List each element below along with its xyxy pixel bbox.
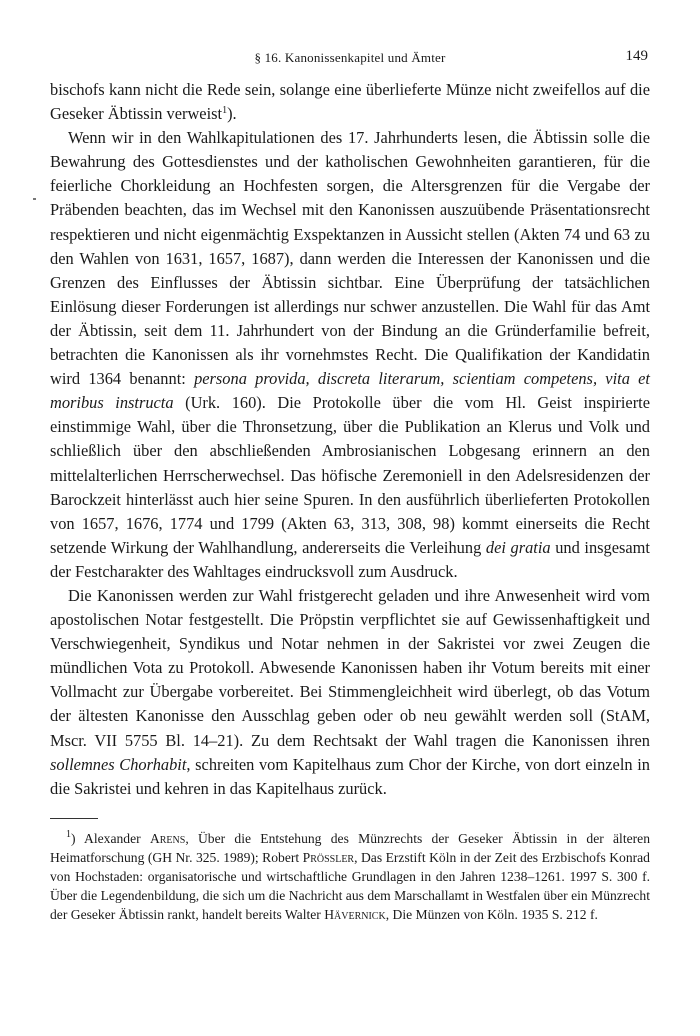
paragraph-2-text-a: Wenn wir in den Wahlkapitulationen des 17. Jahrhunderts lesen, die Äbtissin solle die Bewahrung des Gottesdienstes und der katholischen Gewohnheiten garantieren, für die feierliche Chorkleidung an Hochfesten sorgen, die Altersgrenzen für die Vergabe der Präbenden beachten, das im Wechsel mit den Kanonissen auszuübende Präsentationsrecht respektieren und nicht eigenmächtig Exspektanzen in Aussicht stellen (Akten 74 und 63 zu den Wahlen von 1631, 1657, 1687), dann werden die Interessen der Kanonissen und die Grenzen des Einflusses der Äbtissin sichtbar. Eine Überprüfung der tatsächlichen Einlösung dieser Forderungen ist allerdings nur schwer anzustellen. Die Wahl für das Amt der Äbtissin, seit dem 11. Jahrhundert von der Bindung an die Gründerfamilie befreit, betrachten die Kanonissen als ihr vornehmstes Recht. Die Qualifikation der Kandidatin wird 1364 benannt: xyxy=(50,128,650,389)
paragraph-2-text-b: (Urk. 160). Die Protokolle über die vom Hl. Geist inspirierte einstimmige Wahl, über die Thronsetzung, über die Publikation an Klerus und Volk und schließlich über den abschließenden Ambrosianischen Lobgesang erinnern an den mittelalterlichen Herrscherwechsel. Das höfische Zeremoniell in den Adelsresidenzen der Barockzeit hinterlässt auch hier seine Spuren. In den ausführlich überlieferten Protokollen von 1657, 1676, 1774 und 1799 (Akten 63, 313, 308, 98) kommt einerseits die Recht setzende Wirkung der Wahlhandlung, andererseits die Verleihung xyxy=(50,393,650,557)
footnote-text-3: , Das Erzstift Köln in der Zeit des Erzbischofs Konrad von Hochstaden: organisatorische und wirtschaftliche Grundlagen in den Jahren 1238–1261. 1997 S. 300 f. Über die Legendenbildung, die sich um die Nachricht aus dem Marschallamt in Westfalen über ein Münzrecht der Geseker Äbtissin rankt, handelt bereits Walter xyxy=(50,849,650,922)
book-page xyxy=(50,48,650,924)
footnote-marker-close: ) xyxy=(71,830,76,846)
author-haevernick: Hävernick xyxy=(324,906,386,922)
footnote-divider xyxy=(50,818,98,819)
footnote xyxy=(50,829,650,924)
footnote-marker: 1 xyxy=(66,828,71,840)
author-proessler: Prössler xyxy=(302,849,355,865)
paragraph-1-text: bischofs kann nicht die Rede sein, solange eine überlieferte Münze nicht zweifellos auf die Geseker Äbtissin verweist xyxy=(50,80,650,124)
author-arens: Arens xyxy=(149,830,186,846)
paragraph-1 xyxy=(50,78,650,126)
latin-quote: persona provida, discreta literarum, scientiam competens, vita et moribus instructa xyxy=(50,369,650,413)
body-text xyxy=(50,78,650,801)
page-number: 149 xyxy=(625,48,648,64)
footnote-text-1: Alexander xyxy=(75,830,150,846)
paragraph-1-end: ). xyxy=(227,104,237,124)
margin-mark xyxy=(33,198,36,200)
chorhabit-term: sollemnes Chorhabit xyxy=(50,754,187,774)
footnote-text-4: , Die Münzen von Köln. 1935 S. 212 f. xyxy=(385,906,598,922)
section-title: § 16. Kanonissenkapitel und Ämter xyxy=(254,50,446,65)
footnote-reference: 1 xyxy=(222,105,228,117)
paragraph-2-text-c: und insgesamt der Festcharakter des Wahltages eindrucksvoll zum Ausdruck. xyxy=(50,537,650,581)
paragraph-3-text-a: Die Kanonissen werden zur Wahl fristgerecht geladen und ihre Anwesenheit wird vom apostolischen Notar festgestellt. Die Pröpstin verpflichtet sie auf Gewissenhaftigkeit und Verschwiegenheit, Syndikus und Notar nehmen in der Sakristei vor zwei Zeugen die mündlichen Vota zu Protokoll. Abwesende Kanonissen haben ihr Votum bereits mit einer Vollmacht zur Übergabe vorbereitet. Bei Stimmengleichheit wird überlegt, ob das Votum der ältesten Kanonisse den Ausschlag geben oder ob neu gewählt werden soll (StAM, Mscr. VII 5755 Bl. 14–21). Zu dem Rechtsakt der Wahl tragen die Kanonissen ihren xyxy=(50,585,650,750)
running-head xyxy=(50,48,650,72)
paragraph-2 xyxy=(50,126,650,584)
footnote-1 xyxy=(50,829,650,924)
footnote-text-2: , Über die Entstehung des Münzrechts der Geseker Äbtissin in der älteren Heimatforschung (GH Nr. 325. 1989); Robert xyxy=(50,830,651,865)
paragraph-3-text-b: , schreiten vom Kapitelhaus zum Chor der Kirche, von dort einzeln in die Sakristei und kehren in das Kapitelhaus zurück. xyxy=(50,754,650,798)
paragraph-3 xyxy=(50,584,650,801)
dei-gratia: dei gratia xyxy=(485,537,551,557)
